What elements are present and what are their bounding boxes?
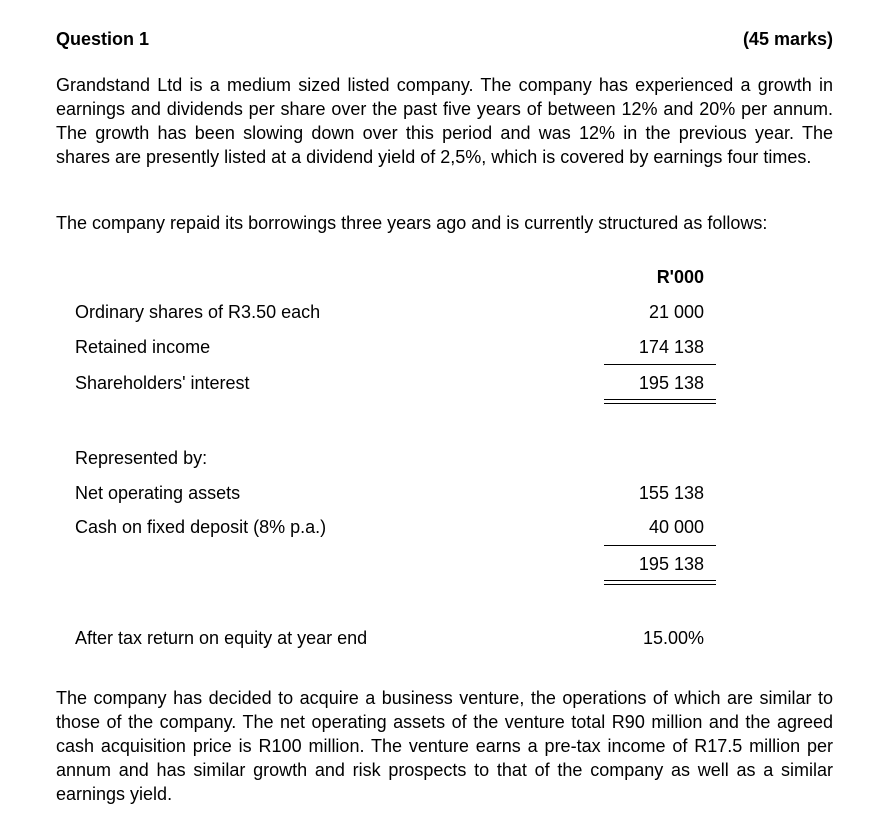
ordinary-shares-value: 21 000 — [648, 302, 704, 322]
shareholders-interest-value: 195 138 — [638, 373, 704, 393]
represented-by-heading: Represented by: — [75, 448, 208, 468]
acquisition-paragraph: The company has decided to acquire a business venture, the operations of which are similar to those of the company. The net operating assets of the venture total R90 million and the agreed cash acquisition price is R100 million. The venture earns a pre-tax income of R17.5 million per annum and has similar growth and risk prospects to that of the company as well as a similar earnings yield. — [56, 688, 833, 804]
shareholders-interest-label: Shareholders' interest — [75, 373, 250, 393]
roe-value: 15.00% — [642, 628, 704, 648]
cash-deposit-label: Cash on fixed deposit (8% p.a.) — [75, 517, 327, 537]
subtotal-rule — [604, 545, 716, 546]
question-title: Question 1 — [56, 29, 150, 49]
net-operating-assets-label: Net operating assets — [75, 483, 241, 503]
net-operating-assets-value: 155 138 — [638, 483, 704, 503]
retained-income-value: 174 138 — [638, 337, 704, 357]
total-double-rule — [604, 399, 716, 404]
column-header: R'000 — [656, 267, 704, 287]
question-header — [56, 29, 833, 53]
roe-label: After tax return on equity at year end — [75, 628, 368, 648]
assets-total-value: 195 138 — [638, 554, 704, 574]
question-marks: (45 marks) — [742, 29, 833, 49]
ordinary-shares-label: Ordinary shares of R3.50 each — [75, 302, 321, 322]
structure-paragraph: The company repaid its borrowings three years ago and is currently structured as follows: — [56, 213, 768, 233]
total-double-rule — [604, 580, 716, 585]
intro-paragraph: Grandstand Ltd is a medium sized listed company. The company has experienced a growth in earnings and dividends per share over the past five years of between 12% and 20% per annum. The growth has been slowing down over this period and was 12% in the previous year. The shares are presently listed at a dividend yield of 2,5%, which is covered by earnings four times. — [56, 75, 833, 167]
cash-deposit-value: 40 000 — [648, 517, 704, 537]
retained-income-label: Retained income — [75, 337, 211, 357]
subtotal-rule — [604, 364, 716, 365]
